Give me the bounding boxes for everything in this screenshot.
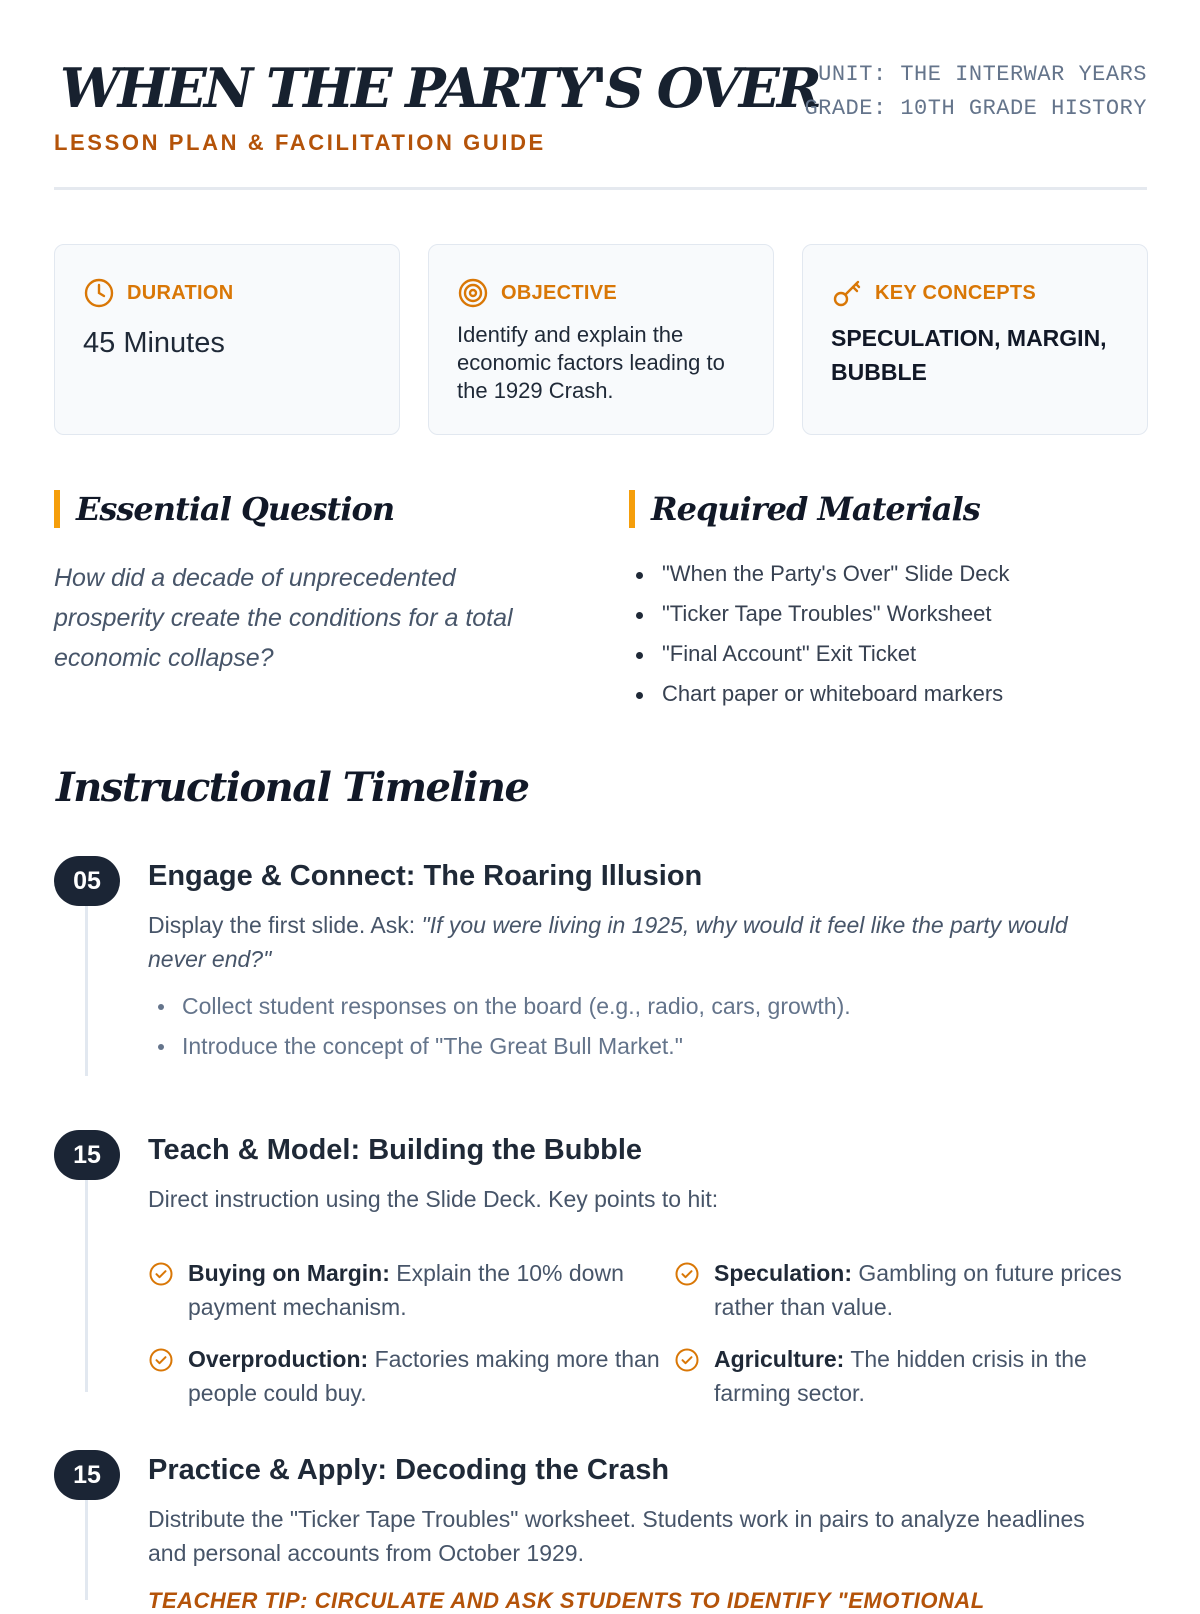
key-concepts-label-text: KEY CONCEPTS xyxy=(875,281,1037,304)
timeline-line xyxy=(85,1180,88,1392)
objective-card xyxy=(428,244,774,435)
timeline-step-engage xyxy=(54,856,1147,1076)
check-circle-icon xyxy=(674,1347,700,1373)
objective-value: Identify and explain the economic factors leading to the 1929 Crash. xyxy=(457,322,725,403)
duration-card xyxy=(54,244,400,435)
objective-label-text: OBJECTIVE xyxy=(501,281,618,304)
step-minutes-badge: 05 xyxy=(54,856,120,906)
header xyxy=(54,56,1147,190)
unit-label: UNIT: THE INTERWAR YEARS xyxy=(818,62,1147,87)
key-point xyxy=(148,1256,674,1324)
timeline-heading: Instructional Timeline xyxy=(56,764,529,811)
step-quote: "If you were living in 1925, why would it feel like the party would never end?" xyxy=(148,912,1068,972)
step-description xyxy=(148,908,1128,976)
key-point-text: The hidden crisis in the farming sector. xyxy=(714,1346,1087,1406)
check-circle-icon xyxy=(148,1347,174,1373)
key-point-term: Overproduction: xyxy=(188,1346,369,1372)
list-item: Collect student responses on the board (e.g., radio, cars, growth). xyxy=(148,986,851,1026)
key-point xyxy=(148,1342,674,1410)
key-point-text: Factories making more than people could buy. xyxy=(188,1346,660,1406)
step-minutes-badge: 15 xyxy=(54,1130,120,1180)
required-materials-heading: Required Materials xyxy=(629,490,980,528)
step-description-text: Display the first slide. Ask: xyxy=(148,912,416,938)
key-concepts-card-label xyxy=(831,277,1036,309)
list-item: Chart paper or whiteboard markers xyxy=(632,674,1010,714)
step-minutes-badge: 15 xyxy=(54,1450,120,1500)
key-point-term: Speculation: xyxy=(714,1260,853,1286)
check-circle-icon xyxy=(674,1261,700,1287)
step-bullets xyxy=(148,986,851,1066)
key-point-term: Buying on Margin: xyxy=(188,1260,390,1286)
timeline-step-practice xyxy=(54,1450,1147,1613)
list-item: "When the Party's Over" Slide Deck xyxy=(632,554,1010,594)
target-icon xyxy=(457,277,489,309)
step-title: Engage & Connect: The Roaring Illusion xyxy=(148,860,703,892)
key-point-text: Explain the 10% down payment mechanism. xyxy=(188,1260,624,1320)
key-icon xyxy=(831,277,863,309)
timeline-line xyxy=(85,1500,88,1600)
lesson-meta xyxy=(804,58,1147,126)
key-concepts-value: SPECULATION, MARGIN, BUBBLE xyxy=(831,325,1107,385)
duration-label-text: DURATION xyxy=(127,281,234,304)
page-title: WHEN THE PARTY'S OVER xyxy=(60,56,819,120)
objective-card-label xyxy=(457,277,617,309)
list-item: Introduce the concept of "The Great Bull Market." xyxy=(148,1026,851,1066)
key-point xyxy=(674,1342,1128,1410)
list-item: "Ticker Tape Troubles" Worksheet xyxy=(632,594,1010,634)
check-circle-icon xyxy=(148,1261,174,1287)
key-point-text: Gambling on future prices rather than value. xyxy=(714,1260,1122,1320)
key-points-grid xyxy=(148,1256,1128,1410)
duration-value: 45 Minutes xyxy=(83,327,225,359)
materials-list xyxy=(632,554,1010,714)
timeline-line xyxy=(85,906,88,1076)
step-description: Distribute the "Ticker Tape Troubles" worksheet. Students work in pairs to analyze headlines and personal accounts from October 1929. xyxy=(148,1506,1085,1566)
step-title: Teach & Model: Building the Bubble xyxy=(148,1134,643,1166)
step-description: Direct instruction using the Slide Deck. Key points to hit: xyxy=(148,1186,719,1212)
essential-question-heading: Essential Question xyxy=(54,490,394,528)
clock-icon xyxy=(83,277,115,309)
key-point xyxy=(674,1256,1128,1324)
timeline-step-teach xyxy=(54,1130,1147,1406)
key-point-term: Agriculture: xyxy=(714,1346,845,1372)
duration-card-label xyxy=(83,277,233,309)
essential-question-text: How did a decade of unprecedented prosperity create the conditions for a total economic collapse? xyxy=(54,564,513,672)
step-title: Practice & Apply: Decoding the Crash xyxy=(148,1454,670,1486)
grade-label: GRADE: 10TH GRADE HISTORY xyxy=(804,96,1147,121)
key-concepts-card xyxy=(802,244,1148,435)
teacher-tip: TEACHER TIP: CIRCULATE AND ASK STUDENTS TO IDENTIFY "EMOTIONAL xyxy=(148,1588,985,1613)
list-item: "Final Account" Exit Ticket xyxy=(632,634,1010,674)
page-subtitle: LESSON PLAN & FACILITATION GUIDE xyxy=(54,130,546,155)
